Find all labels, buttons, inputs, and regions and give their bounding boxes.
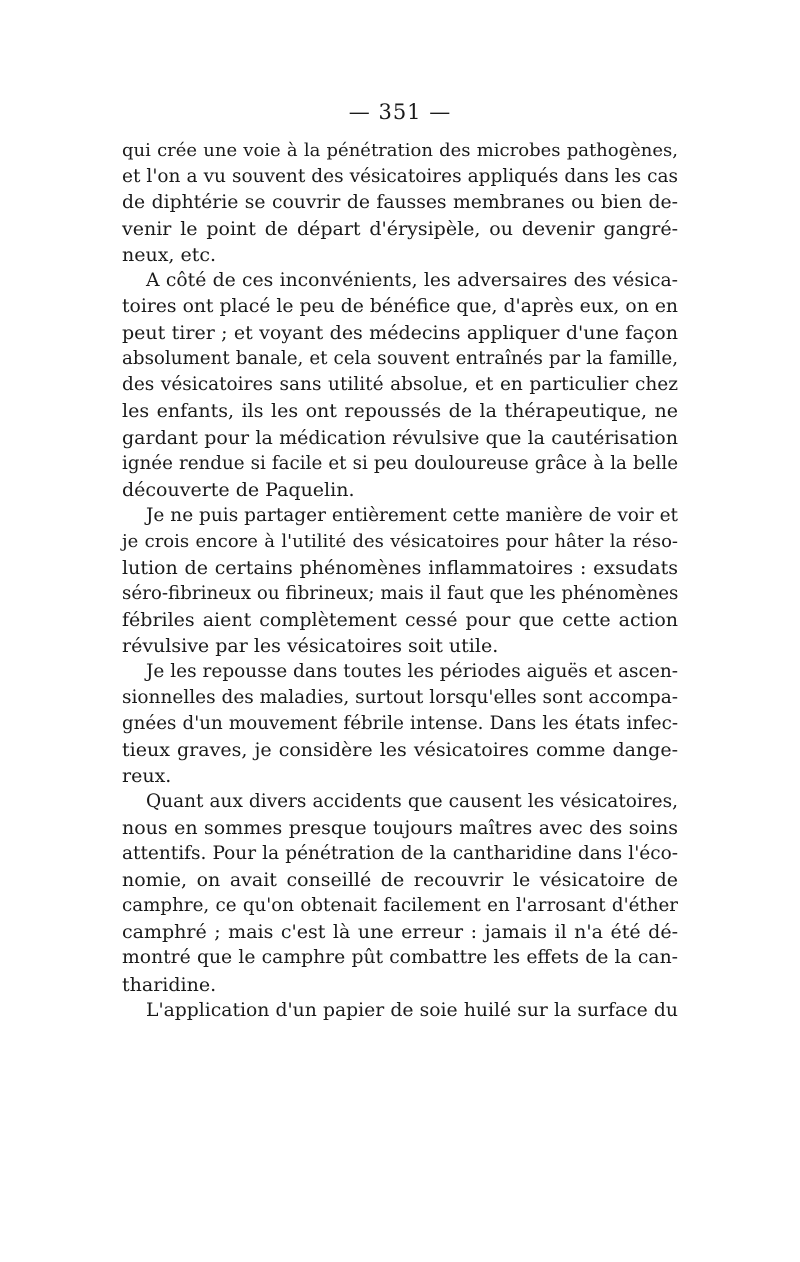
text-line: et l'on a vu souvent des vésicatoires appliqués dans les cas — [122, 166, 678, 188]
text-line: Je ne puis partager entièrement cette manière de voir et — [146, 504, 678, 526]
text-line: nous en sommes presque toujours maîtres avec des soins — [122, 817, 678, 840]
text-line: gnées d'un mouvement fébrile intense. Dans les états infec- — [122, 713, 678, 735]
text-line: fébriles aient complètement cessé pour que cette action — [122, 608, 678, 631]
text-line: Je les repousse dans toutes les périodes aiguës et ascen- — [146, 660, 678, 682]
text-line: les enfants, ils les ont repoussés de la thérapeutique, ne — [122, 400, 678, 423]
text-line: tharidine. — [122, 973, 217, 996]
text-line: nomie, on avait conseillé de recouvrir le vésicatoire de — [122, 869, 678, 892]
text-line: découverte de Paquelin. — [122, 478, 355, 501]
text-line: tieux graves, je considère les vésicatoires comme dange- — [122, 739, 678, 762]
text-line: absolument banale, et cela souvent entraînés par la famille, — [122, 348, 678, 370]
text-line: montré que le camphre pût combattre les effets de la can- — [122, 947, 678, 969]
text-line: séro-fibrineux ou fibrineux; mais il faut que les phénomènes — [122, 582, 679, 604]
text-line: toires ont placé le peu de bénéfice que, d'après eux, on en — [122, 296, 678, 318]
body-text — [122, 138, 678, 1024]
text-line: A côté de ces inconvénients, les adversaires des vésica- — [146, 270, 678, 292]
text-line: L'application d'un papier de soie huilé sur la surface du — [146, 999, 678, 1021]
text-line: gardant pour la médication révulsive que la cautérisation — [122, 426, 678, 449]
text-line: neux, etc. — [122, 244, 217, 267]
text-line: reux. — [122, 765, 172, 788]
text-line: venir le point de départ d'érysipèle, ou devenir gangré- — [122, 218, 678, 241]
text-line: Quant aux divers accidents que causent les vésicatoires, — [146, 791, 678, 813]
text-line: peut tirer ; et voyant des médecins appliquer d'une façon — [122, 322, 678, 345]
page-number: — 351 — — [348, 100, 452, 124]
text-line: ignée rendue si facile et si peu douloureuse grâce à la belle — [122, 452, 678, 474]
text-line: lution de certains phénomènes inflammatoires : exsudats — [122, 556, 678, 579]
text-line: révulsive par les vésicatoires soit utile. — [122, 634, 499, 657]
text-line: je crois encore à l'utilité des vésicatoires pour hâter la réso- — [122, 530, 678, 552]
text-line: qui crée une voie à la pénétration des microbes pathogènes, — [122, 140, 678, 161]
text-line: sionnelles des maladies, surtout lorsqu'elles sont accompa- — [122, 686, 678, 708]
text-line: de diphtérie se couvrir de fausses membranes ou bien de- — [122, 192, 678, 214]
text-line: camphré ; mais c'est là une erreur : jamais il n'a été dé- — [122, 921, 678, 944]
text-line: des vésicatoires sans utilité absolue, et en particulier chez — [122, 374, 678, 396]
text-line: attentifs. Pour la pénétration de la cantharidine dans l'éco- — [122, 843, 678, 865]
text-line: camphre, ce qu'on obtenait facilement en l'arrosant d'éther — [122, 895, 678, 917]
